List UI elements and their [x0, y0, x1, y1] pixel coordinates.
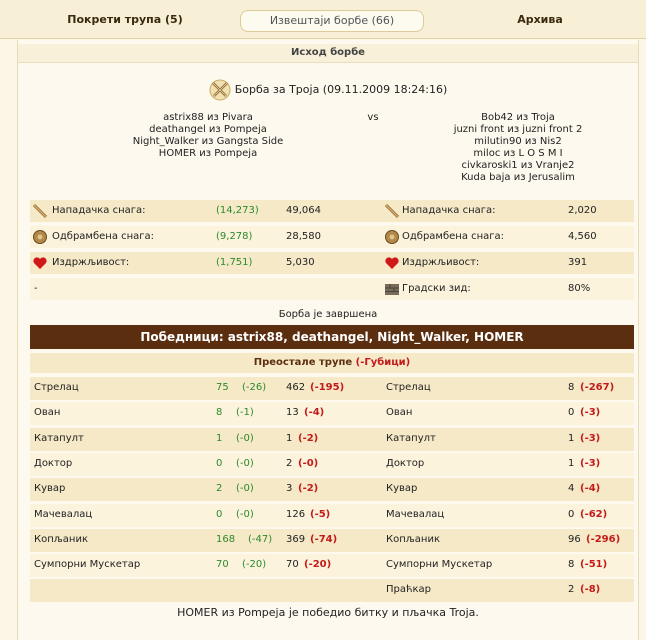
battle-title-row — [18, 78, 638, 102]
att-unit-total: 70 — [286, 559, 299, 571]
stat-row-attack — [30, 200, 634, 222]
att-unit-remaining: 2 — [216, 483, 223, 495]
att-unit-total-loss: (-4) — [304, 407, 325, 419]
defender-3[interactable]: milutin90 из Nis2 — [474, 136, 562, 147]
unit-row — [30, 377, 634, 400]
unit-row — [30, 579, 634, 602]
att-unit-loss: (-0) — [236, 483, 254, 495]
att-unit-total-loss: (-74) — [310, 533, 338, 545]
def-defense-label: Одбрамбена снага: — [402, 231, 505, 242]
att-unit-loss: (-0) — [236, 508, 254, 520]
tab-archive[interactable]: Архива — [517, 13, 563, 26]
attack-label: Нападачка снага: — [52, 205, 146, 216]
def-attack-label: Нападачка снага: — [402, 205, 496, 216]
def-unit-name: Кувар — [386, 483, 418, 495]
battle-status: Борба је завршена — [278, 309, 378, 320]
attacker-2[interactable]: deathangel из Pompeja — [149, 124, 267, 135]
crossed-swords-icon — [209, 79, 231, 101]
def-hp-label: Издржљивост: — [402, 257, 480, 268]
attacker-4[interactable]: HOMER из Pompeja — [158, 148, 258, 159]
att-unit-total: 126 — [286, 508, 306, 520]
def-hp-value: 391 — [568, 257, 588, 268]
stat-row-defense — [30, 226, 634, 248]
att-unit-total: 3 — [286, 483, 293, 495]
defenders-list — [418, 112, 618, 184]
battle-report-panel — [17, 40, 639, 640]
stat-row-hp — [30, 252, 634, 274]
tab-battle-reports[interactable]: Извештаји борбе (66) — [240, 10, 424, 32]
wall-label: Градски зид: — [402, 283, 471, 294]
att-unit-total-loss: (-2) — [298, 483, 319, 495]
defender-4[interactable]: miloc из L O S M I — [473, 148, 563, 159]
att-defense-diff: (9,278) — [216, 231, 253, 242]
att-unit-remaining: 168 — [216, 533, 236, 545]
tab-troop-movements[interactable]: Покрети трупа (5) — [67, 13, 183, 26]
def-unit-name: Мачевалац — [386, 508, 445, 520]
vs-label: vs — [367, 112, 379, 123]
att-unit-name: Ован — [34, 407, 61, 419]
att-unit-total: 13 — [286, 407, 299, 419]
stat-row-wall — [30, 278, 634, 300]
att-unit-remaining: 75 — [216, 382, 229, 393]
defender-2[interactable]: juzni front из juzni front 2 — [453, 124, 583, 135]
wall-icon — [384, 281, 400, 297]
att-unit-total-loss: (-0) — [298, 457, 319, 469]
att-unit-name: Доктор — [34, 457, 73, 469]
att-unit-total: 2 — [286, 457, 293, 469]
def-unit-remaining: 2 — [568, 584, 575, 596]
hp-label: Издржљивост: — [52, 257, 130, 268]
def-attack-value: 2,020 — [568, 205, 597, 216]
att-unit-name: Стрелац — [34, 382, 79, 393]
shield-icon — [32, 229, 48, 245]
att-unit-name: Кувар — [34, 483, 66, 495]
def-unit-loss: (-267) — [580, 382, 615, 393]
att-unit-total-loss: (-5) — [310, 508, 331, 520]
att-unit-loss: (-0) — [236, 457, 254, 469]
attacker-3[interactable]: Night_Walker из Gangsta Side — [132, 136, 284, 147]
att-unit-remaining: 70 — [216, 559, 229, 571]
att-unit-loss: (-0) — [236, 432, 254, 444]
defender-5[interactable]: civkaroski1 из Vranje2 — [461, 160, 575, 171]
def-unit-remaining: 96 — [568, 533, 581, 545]
unit-row — [30, 453, 634, 476]
tab-bar — [0, 0, 646, 39]
att-unit-loss: (-47) — [248, 533, 273, 545]
att-wall-value: - — [34, 283, 38, 294]
battle-result-text: HOMER из Pompeja је победио битку и пљачка Troja. — [177, 606, 479, 619]
def-unit-loss: (-3) — [580, 457, 601, 469]
def-unit-name: Стрелац — [386, 382, 431, 393]
sword-icon — [384, 203, 400, 219]
def-unit-name: Ован — [386, 407, 413, 419]
att-defense-value: 28,580 — [286, 231, 321, 242]
def-unit-remaining: 8 — [568, 559, 575, 571]
battle-title: Борба за Троја (09.11.2009 18:24:16) — [234, 83, 448, 96]
defender-1[interactable]: Bob42 из Troja — [481, 112, 555, 123]
def-unit-loss: (-8) — [580, 584, 601, 596]
att-hp-value: 5,030 — [286, 257, 315, 268]
att-attack-diff: (14,273) — [216, 205, 259, 216]
sword-icon — [32, 203, 48, 219]
panel-title: Исход борбе — [18, 44, 638, 63]
defense-label: Одбрамбена снага: — [52, 231, 155, 242]
unit-row — [30, 554, 634, 577]
att-unit-total: 369 — [286, 533, 306, 545]
def-unit-loss: (-4) — [580, 483, 601, 495]
unit-row — [30, 428, 634, 451]
att-unit-name: Мачевалац — [34, 508, 93, 520]
unit-row — [30, 402, 634, 425]
remaining-troops-header — [30, 353, 634, 373]
def-unit-remaining: 8 — [568, 382, 575, 393]
att-unit-total-loss: (-2) — [298, 432, 319, 444]
att-unit-remaining: 0 — [216, 508, 223, 520]
unit-row — [30, 529, 634, 552]
att-unit-name: Катапулт — [34, 432, 84, 444]
att-unit-loss: (-20) — [242, 559, 267, 571]
def-unit-name: Катапулт — [386, 432, 436, 444]
att-unit-loss: (-26) — [242, 382, 267, 393]
att-hp-diff: (1,751) — [216, 257, 253, 268]
att-unit-remaining: 8 — [216, 407, 223, 419]
def-unit-loss: (-62) — [580, 508, 608, 520]
shield-icon — [384, 229, 400, 245]
def-unit-remaining: 1 — [568, 457, 575, 469]
def-unit-name: Сумпорни Мускетар — [386, 559, 493, 571]
att-unit-remaining: 0 — [216, 457, 223, 469]
def-unit-name: Копљаник — [386, 533, 440, 545]
attacker-1[interactable]: astrix88 из Pivara — [163, 112, 253, 123]
att-unit-total-loss: (-20) — [304, 559, 332, 571]
def-unit-loss: (-3) — [580, 407, 601, 419]
unit-row — [30, 504, 634, 527]
def-unit-remaining: 1 — [568, 432, 575, 444]
defender-6[interactable]: Kuda baja из Jerusalim — [461, 172, 575, 183]
def-defense-value: 4,560 — [568, 231, 597, 242]
att-unit-total-loss: (-195) — [310, 382, 345, 393]
losses-label: (-Губици) — [355, 357, 411, 368]
attackers-list — [108, 112, 308, 160]
remaining-troops-title: Преостале трупе — [253, 357, 353, 368]
att-attack-value: 49,064 — [286, 205, 321, 216]
def-unit-loss: (-3) — [580, 432, 601, 444]
def-wall-value: 80% — [568, 283, 591, 294]
att-unit-name: Копљаник — [34, 533, 88, 545]
def-unit-loss: (-296) — [586, 533, 621, 545]
def-unit-remaining: 0 — [568, 407, 575, 419]
def-unit-remaining: 0 — [568, 508, 575, 520]
def-unit-loss: (-51) — [580, 559, 608, 571]
att-unit-total: 462 — [286, 382, 306, 393]
att-unit-loss: (-1) — [236, 407, 254, 419]
heart-icon — [384, 255, 400, 271]
att-unit-remaining: 1 — [216, 432, 223, 444]
winners-banner: Победници: astrix88, deathangel, Night_Walker, HOMER — [30, 325, 634, 349]
def-unit-name: Праћкар — [386, 584, 432, 596]
heart-icon — [32, 255, 48, 271]
def-unit-remaining: 4 — [568, 483, 575, 495]
att-unit-total: 1 — [286, 432, 293, 444]
unit-row — [30, 478, 634, 501]
att-unit-name: Сумпорни Мускетар — [34, 559, 141, 571]
def-unit-name: Доктор — [386, 457, 425, 469]
